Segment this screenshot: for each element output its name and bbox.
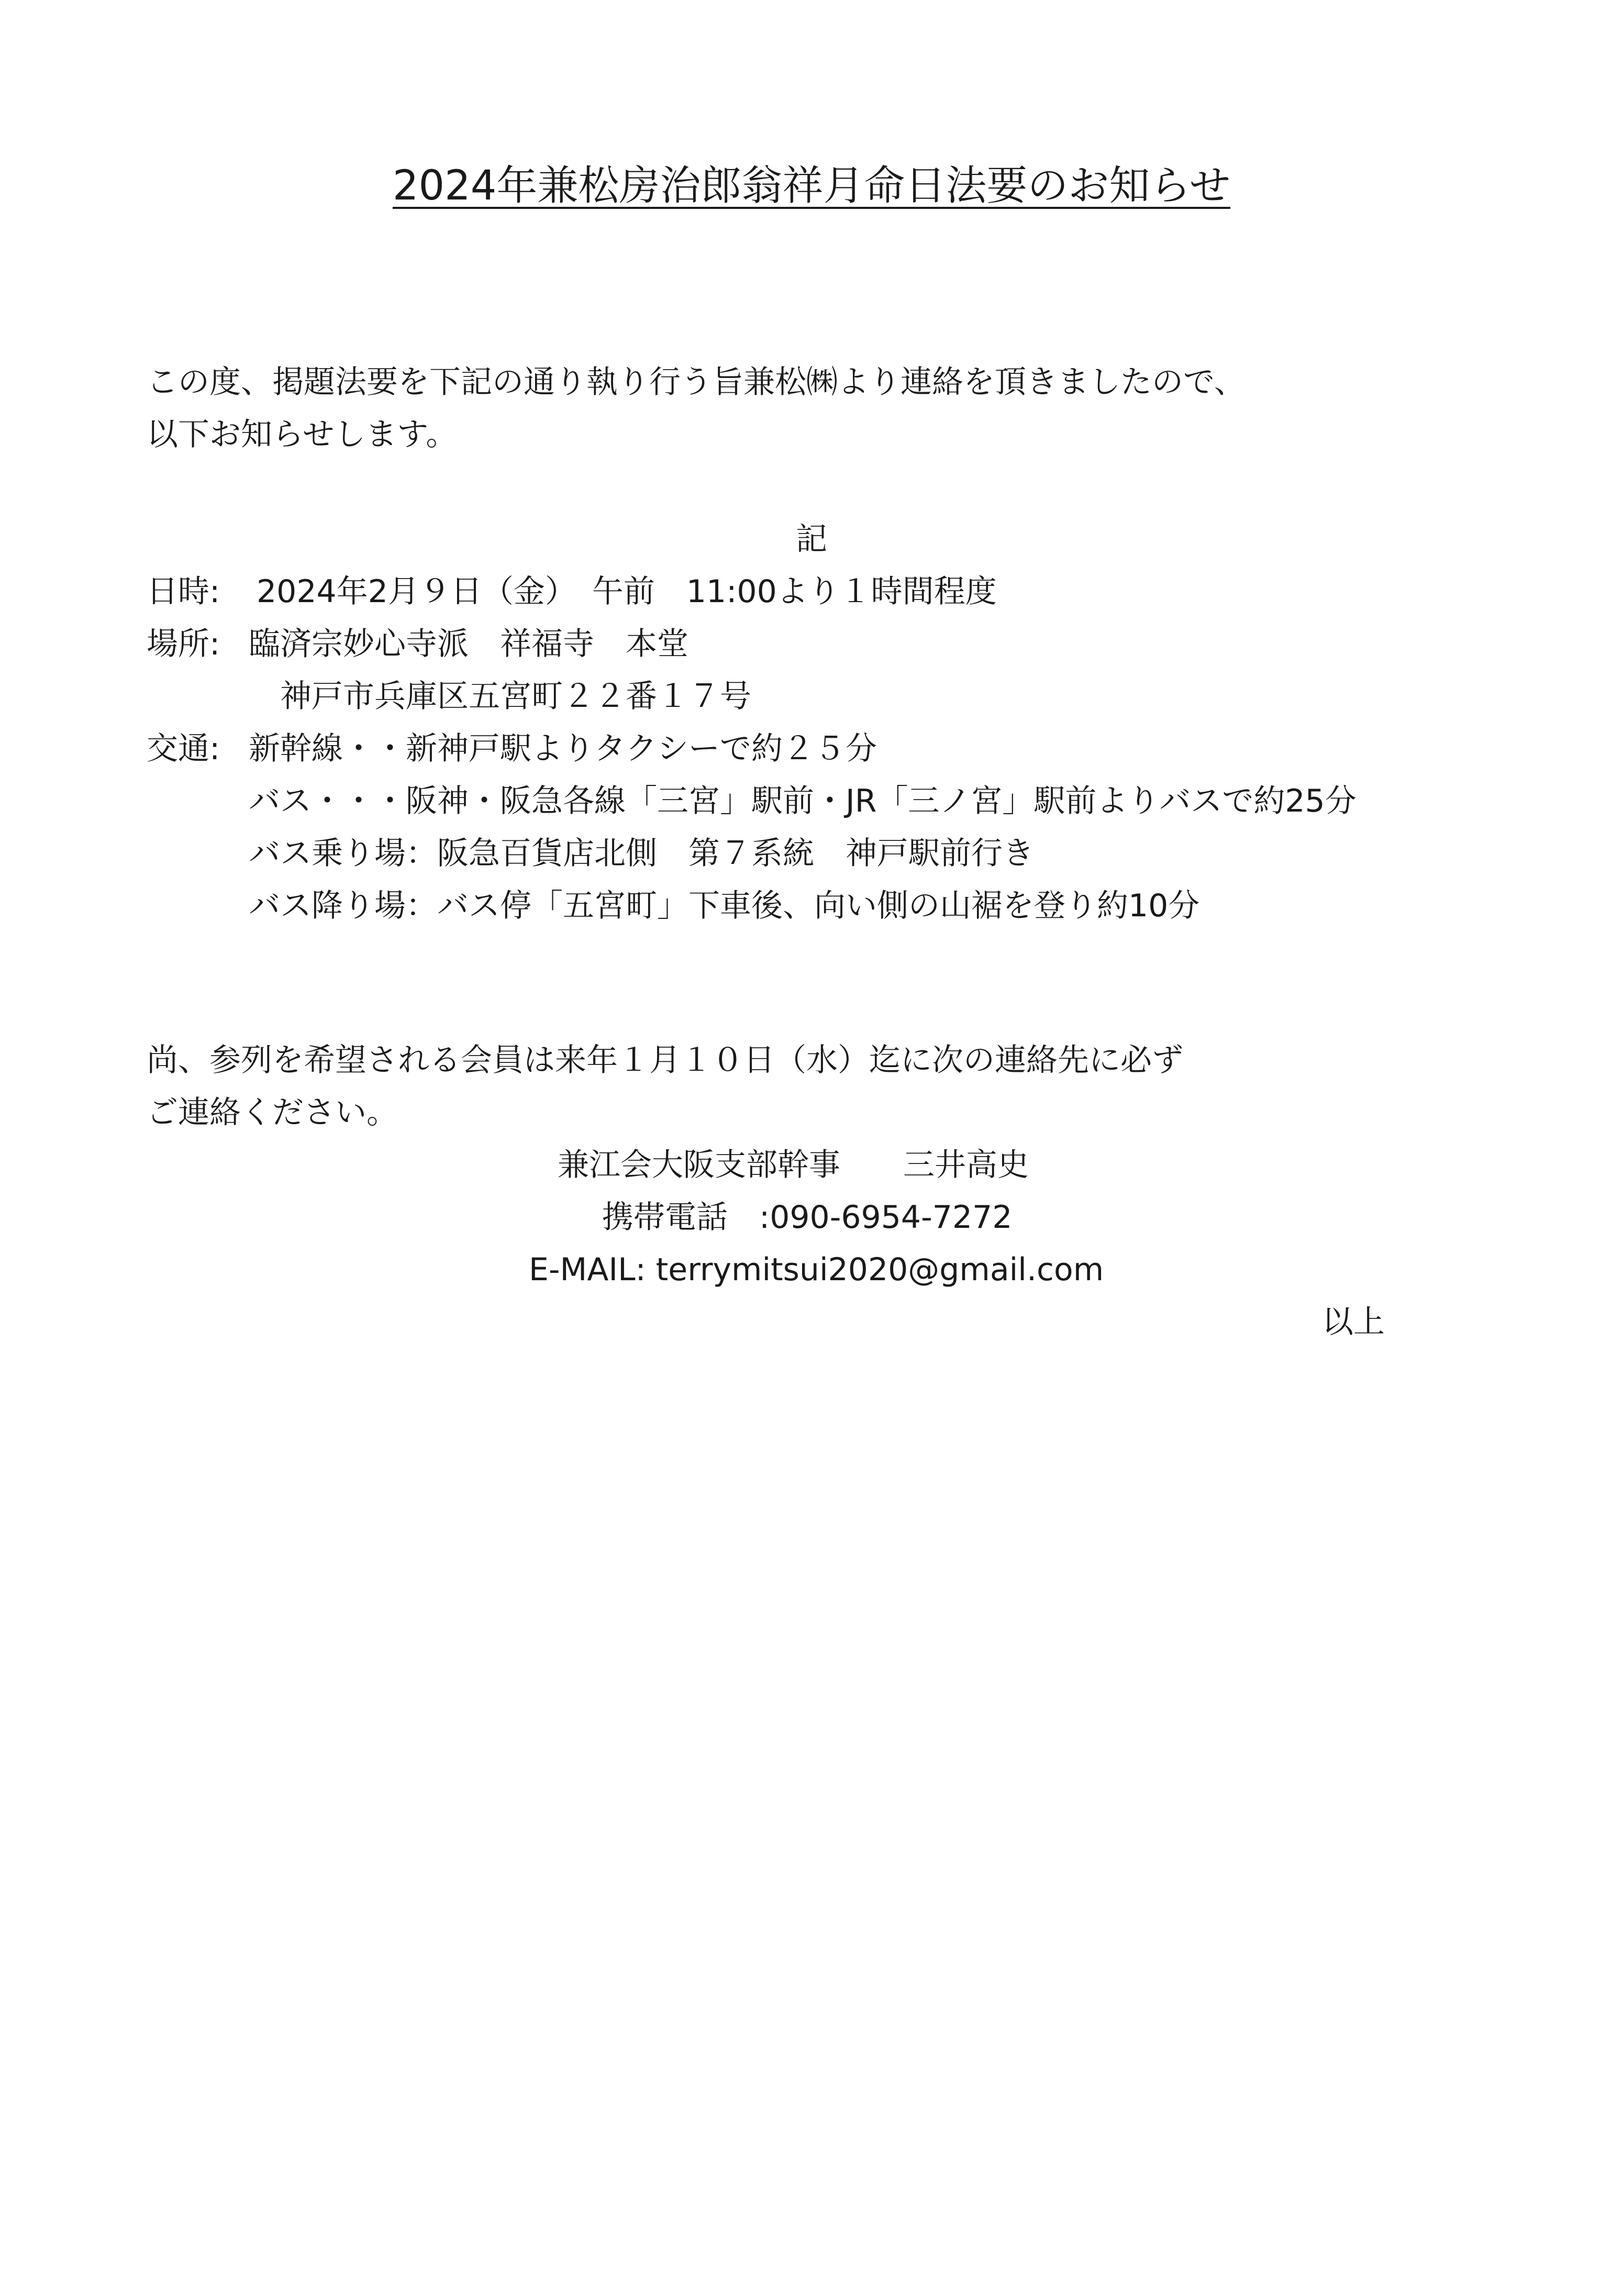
intro-line-2: 以下お知らせします。 <box>147 416 458 453</box>
page-title <box>0 157 1623 215</box>
intro-line-1: この度、掲題法要を下記の通り執り行う旨兼松㈱より連絡を頂きましたので、 <box>147 364 1246 401</box>
place-label: 場所: <box>147 626 220 662</box>
transport-line-1: 新幹線・・新神戸駅よりタクシーで約２５分 <box>249 730 877 767</box>
closing-text: 以上 <box>1322 1304 1385 1340</box>
transport-line-2: バス・・・阪神・阪急各線「三宮」駅前・JR「三ノ宮」駅前よりバスで約25分 <box>249 783 1357 819</box>
notice-line-1: 尚、参列を希望される会員は来年１月１０日（水）迄に次の連絡先に必ず <box>147 1042 1183 1079</box>
transport-line-3: バス乗り場：阪急百貨店北側 第７系統 神戸駅前行き <box>249 835 1034 872</box>
contact-org: 兼江会大阪支部幹事 三井高史 <box>558 1147 1029 1183</box>
page-title-text: 2024年兼松房治郎翁祥月命日法要のお知らせ <box>392 162 1231 209</box>
place-value: 臨済宗妙心寺派 祥福寺 本堂 <box>249 626 688 662</box>
contact-phone: 携帯電話 :090-6954-7272 <box>602 1199 1013 1236</box>
datetime-value: 2024年2月９日（金） 午前 11:00より１時間程度 <box>257 573 997 610</box>
place-address: 神戸市兵庫区五宮町２２番１７号 <box>280 678 751 715</box>
transport-line-4: バス降り場：バス停「五宮町」下車後、向い側の山裾を登り約10分 <box>249 888 1200 924</box>
datetime-label: 日時: <box>147 573 220 610</box>
ki-heading: 記 <box>796 521 827 558</box>
contact-email: E-MAIL: terrymitsui2020@gmail.com <box>529 1251 1104 1288</box>
notice-line-2: ご連絡ください。 <box>147 1094 398 1131</box>
transport-label: 交通: <box>147 730 220 767</box>
